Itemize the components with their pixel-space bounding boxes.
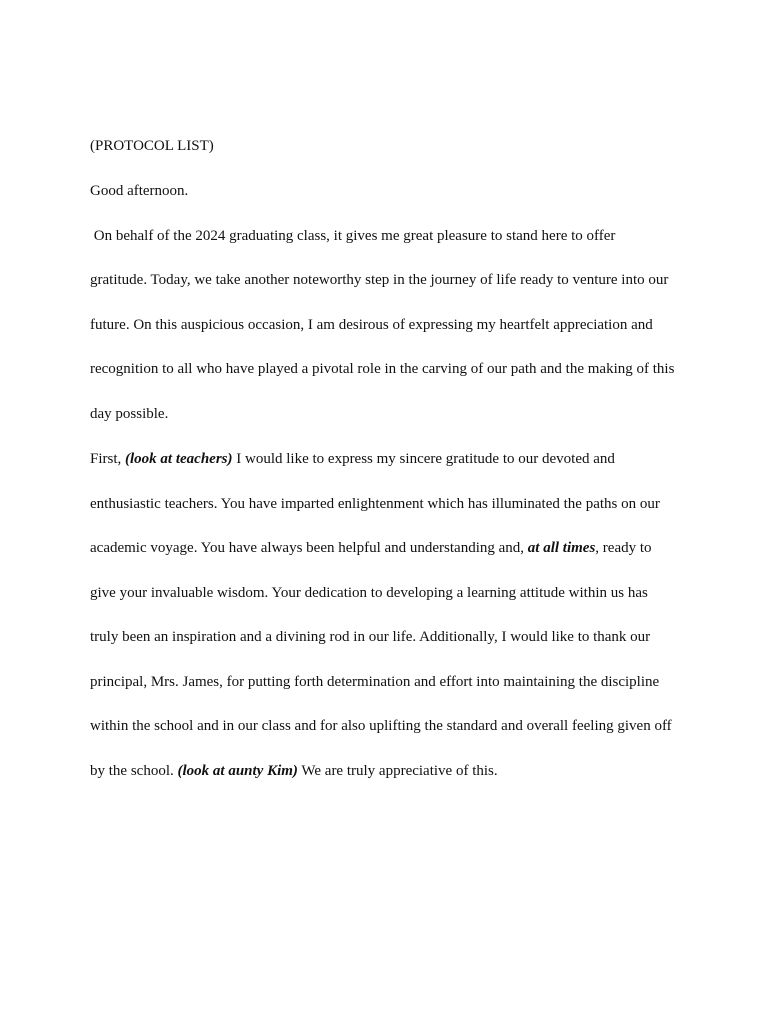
paragraph2-line: give your invaluable wisdom. Your dedication to developing a learning attitude within us has xyxy=(90,585,648,601)
paragraph2-line: principal, Mrs. James, for putting forth determination and effort into maintaining the discipline xyxy=(90,674,660,690)
greeting: Good afternoon. xyxy=(90,183,189,199)
paragraph1-line: gratitude. Today, we take another noteworthy step in the journey of life ready to venture into our xyxy=(90,272,669,288)
paragraph2-text: We are truly appreciative of this. xyxy=(297,763,498,779)
paragraph2-line: truly been an inspiration and a divining rod in our life. Additionally, I would like to thank our xyxy=(90,629,651,645)
paragraph2-text: , ready to xyxy=(595,540,652,556)
protocol-heading: (PROTOCOL LIST) xyxy=(90,138,214,154)
paragraph1-line: day possible. xyxy=(90,406,169,422)
paragraph2-line xyxy=(90,538,652,558)
paragraph2-line: within the school and in our class and for also uplifting the standard and overall feeling given off xyxy=(90,718,672,734)
paragraph2-line: enthusiastic teachers. You have imparted enlightenment which has illuminated the paths on our xyxy=(90,496,660,512)
paragraph1-line: future. On this auspicious occasion, I am desirous of expressing my heartfelt appreciation and xyxy=(90,317,653,333)
paragraph2-text: academic voyage. You have always been helpful and understanding and, xyxy=(90,540,528,556)
paragraph1-line: On behalf of the 2024 graduating class, it gives me great pleasure to stand here to offer xyxy=(90,228,616,244)
emphasis-at-all-times: at all times xyxy=(527,540,596,556)
stage-direction-teachers: (look at teachers) xyxy=(125,451,233,467)
stage-direction-aunty-kim: (look at aunty Kim) xyxy=(177,763,298,779)
paragraph2-line xyxy=(90,761,498,781)
paragraph2-text: by the school. xyxy=(90,763,178,779)
paragraph2-text: First, xyxy=(90,451,126,467)
paragraph2-line xyxy=(90,449,615,469)
paragraph1-line: recognition to all who have played a pivotal role in the carving of our path and the making of this xyxy=(90,361,675,377)
paragraph2-text: I would like to express my sincere gratitude to our devoted and xyxy=(232,451,615,467)
